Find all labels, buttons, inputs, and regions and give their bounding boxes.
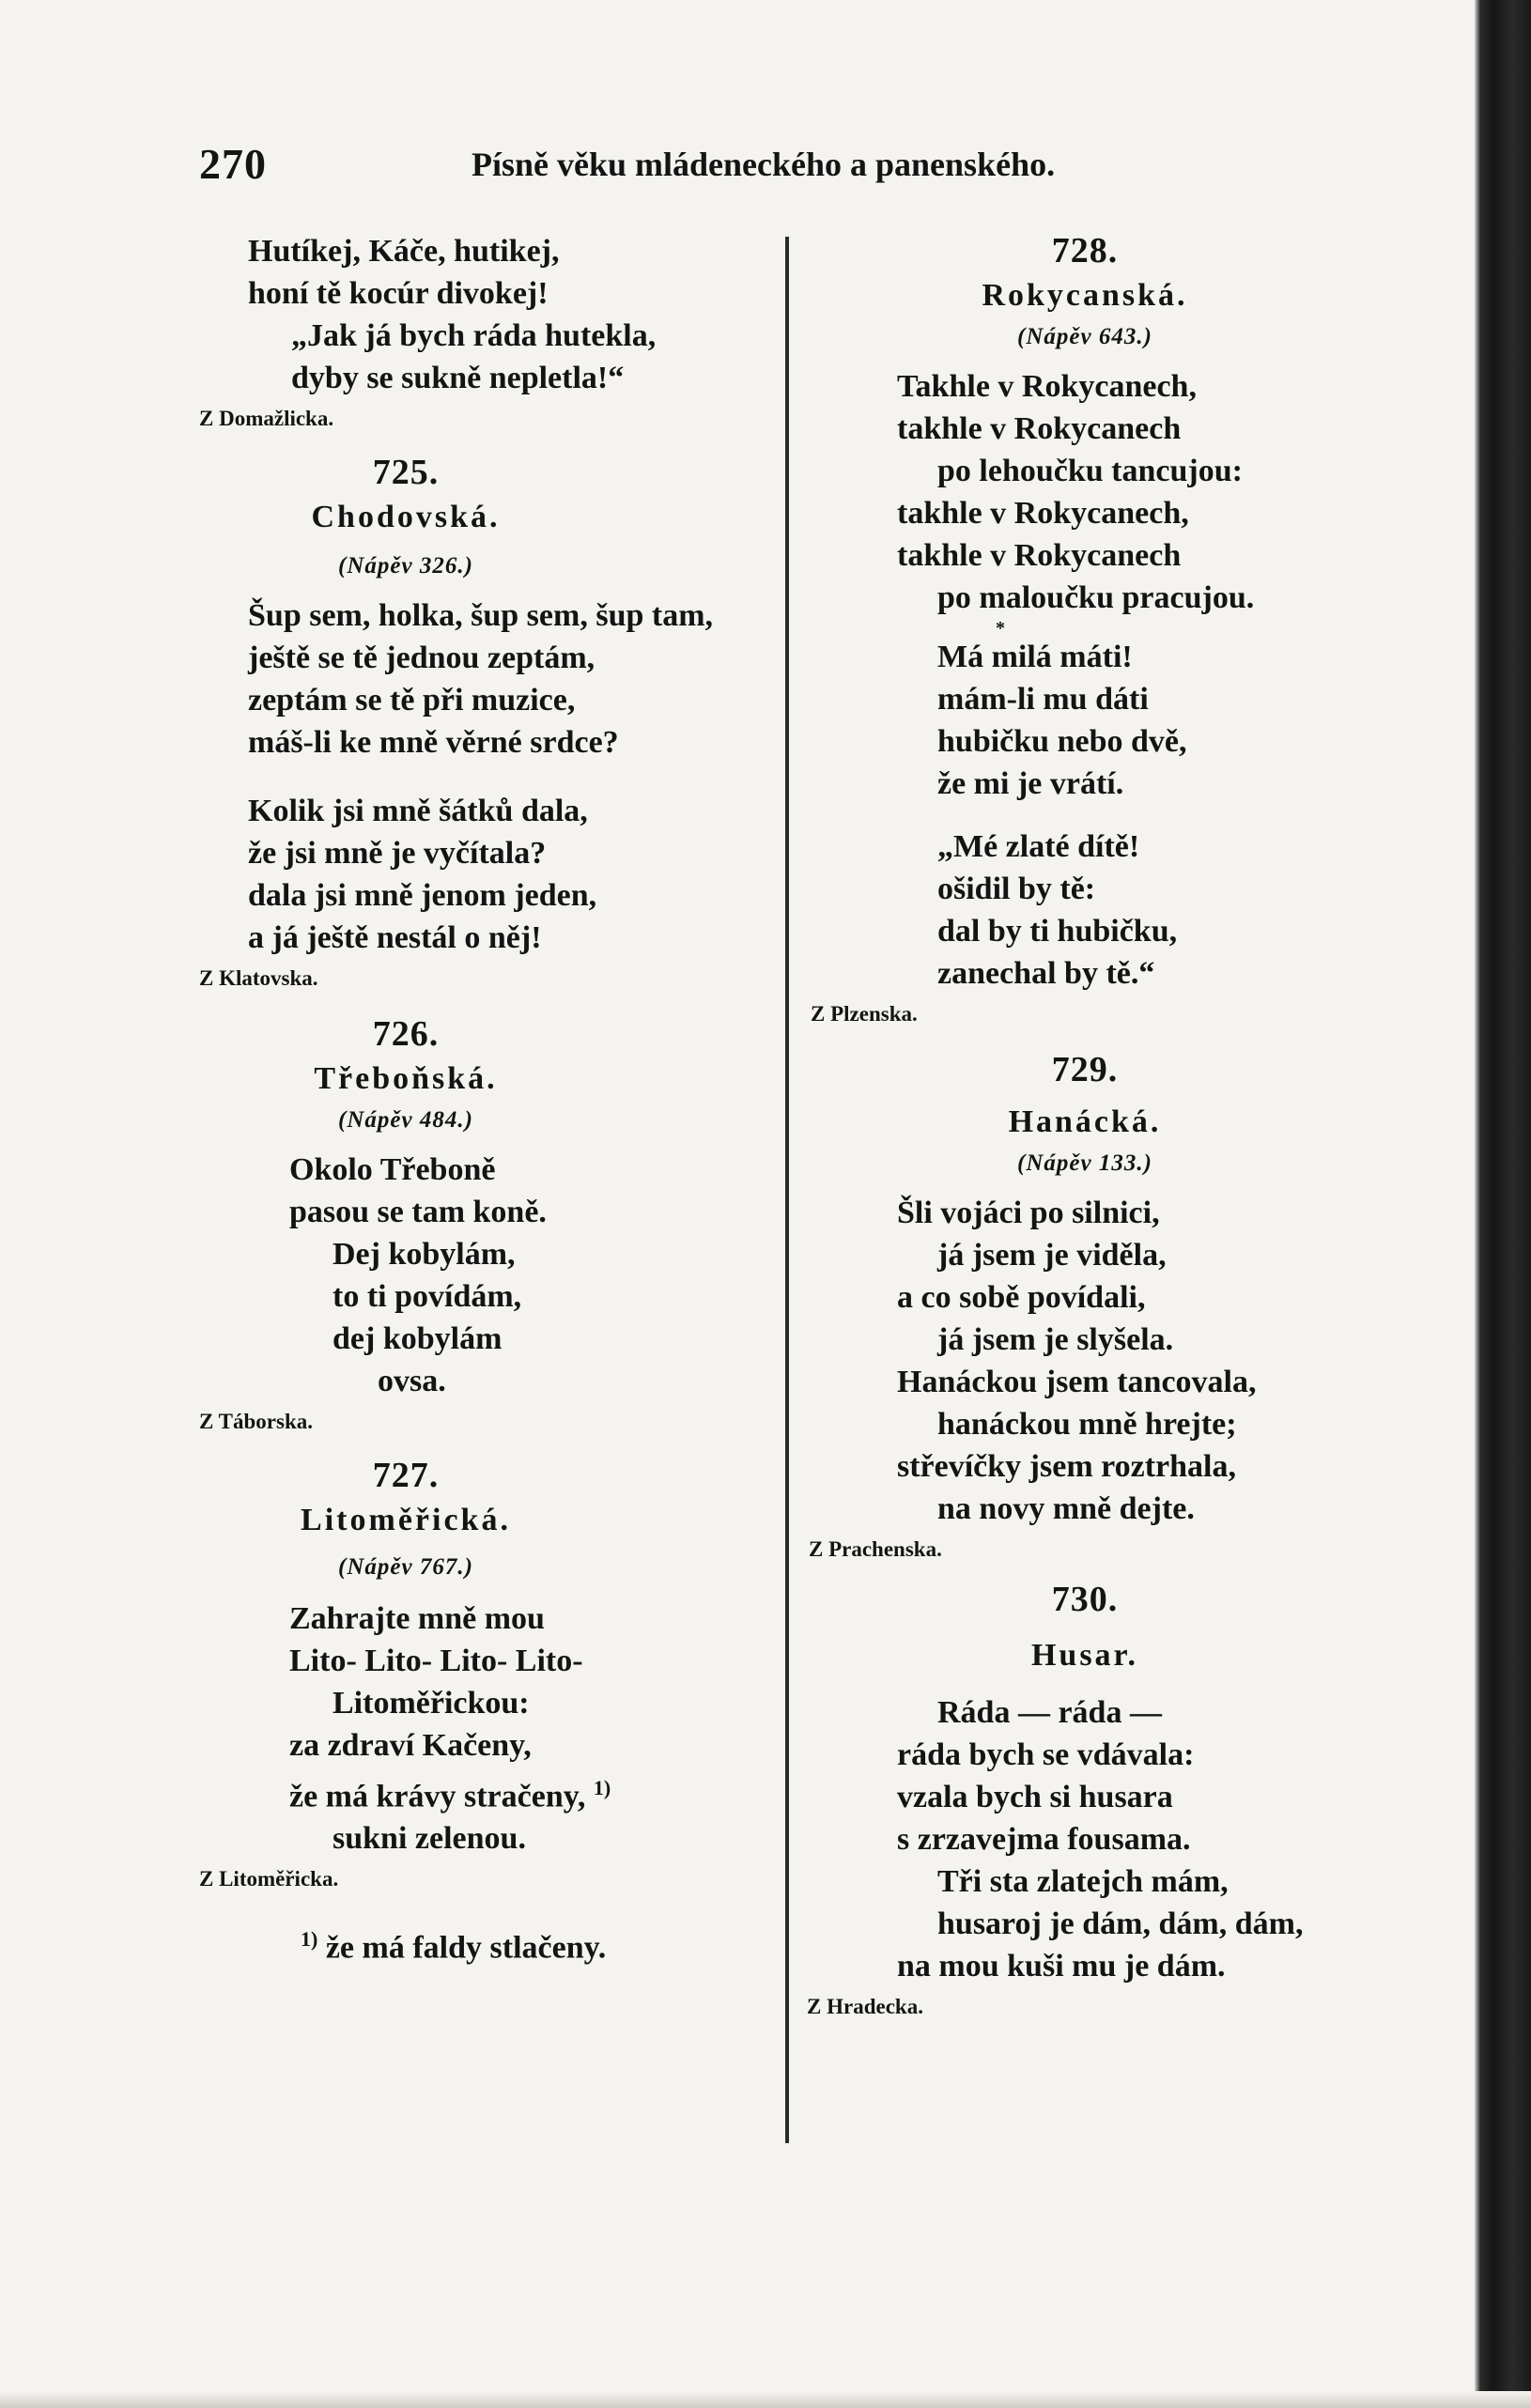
song-730-verse [803,1691,1404,1987]
book-gutter-shadow [1475,0,1531,2408]
verse-line: ještě se tě jednou zeptám, [248,641,595,675]
verse-line: máš-li ke mně věrné srdce? [248,725,619,760]
verse-line: po maloučku pracujou. [937,580,1255,615]
song-source: Z Litoměřicka. [199,1867,339,1891]
verse-line: dyby se sukně nepletla!“ [291,361,625,395]
verse-line: na novy mně dejte. [937,1491,1195,1526]
song-number: 727. [372,1456,440,1495]
verse-line: dej kobylám [332,1321,503,1356]
song-title: Rokycanská. [982,278,1188,313]
verse-line: a co sobě povídali, [897,1280,1146,1315]
verse-line: po lehoučku tancujou: [937,454,1243,488]
melody-reference: (Nápěv 767.) [338,1554,473,1580]
footnote [199,1918,781,1968]
verse-line: Hanáckou jsem tancovala, [897,1365,1257,1399]
verse-line: Okolo Třeboně [289,1152,496,1187]
melody-reference: (Nápěv 326.) [338,553,473,579]
song-title: Třeboňská. [314,1061,498,1096]
song-728-heading [803,228,1367,356]
verse-line: „Mé zlaté dítě! [937,829,1140,864]
verse-line: já jsem je slyšela. [937,1322,1174,1357]
verse-line: pasou se tam koně. [289,1195,547,1229]
verse-line: za zdraví Kačeny, [289,1728,532,1763]
intro-verse [199,230,781,399]
melody-reference: (Nápěv 133.) [1017,1150,1152,1176]
verse-line: Zahrajte mně mou [289,1601,545,1636]
verse-line: Šli vojáci po silnici, [897,1196,1160,1230]
song-source: Z Táborska. [199,1410,314,1433]
verse-line: sukni zelenou. [332,1821,526,1857]
verse-line: Hutíkej, Káče, hutikej, [248,234,560,269]
verse-line: Lito- Lito- Lito- Lito- [289,1644,583,1678]
footnote-mark: 1) [301,1927,318,1952]
verse-line: vzala bych si husara [897,1780,1173,1814]
song-725-stanza-2 [199,790,781,959]
footnote-mark: 1) [593,1776,611,1799]
song-727-verse [199,1598,781,1860]
running-title: Písně věku mládeneckého a panenského. [472,146,1056,183]
verse-line [199,1767,781,1817]
song-number: 728. [1051,231,1119,270]
song-title: Chodovská. [311,500,501,534]
verse-line: zanechal by tě.“ [937,956,1155,991]
right-column [803,230,1404,2021]
song-728-stanza-3 [803,826,1404,995]
verse-line: takhle v Rokycanech, [897,496,1189,531]
song-725-stanza-1 [199,594,781,764]
song-number: 730. [1051,1580,1119,1619]
stanza-separator: * [996,618,1005,639]
melody-reference: (Nápěv 643.) [1017,324,1152,349]
song-number: 725. [372,453,440,492]
song-729-heading [803,1047,1367,1182]
song-source: Z Prachenska. [809,1537,942,1561]
page-number: 270 [199,140,267,188]
verse-line: Takhle v Rokycanech, [897,369,1197,404]
song-727-heading [199,1453,612,1586]
verse-text: že má krávy stračeny, [289,1779,586,1814]
verse-line: na mou kuši mu je dám. [897,1949,1226,1984]
song-number: 726. [372,1014,440,1054]
verse-line: Šup sem, holka, šup sem, šup tam, [248,598,714,633]
verse-line: mám-li mu dáti [937,682,1149,717]
verse-line: Kolik jsi mně šátků dala, [248,794,588,828]
verse-line: ráda bych se vdávala: [897,1737,1195,1772]
song-title: Hanácká. [1008,1104,1162,1139]
verse-line: takhle v Rokycanech [897,538,1182,573]
verse-line: a já ještě nestál o něj! [248,920,542,955]
column-divider [785,237,789,2143]
verse-line: Dej kobylám, [332,1237,516,1272]
song-726-heading [199,1011,612,1139]
verse-line: to ti povídám, [332,1279,522,1314]
page-header [199,139,1138,195]
verse-line: Má milá máti! [937,640,1133,674]
melody-reference: (Nápěv 484.) [338,1107,473,1133]
verse-line: „Jak já bych ráda hutekla, [291,318,657,353]
song-725-heading [199,450,612,585]
song-title: Litoměřická. [301,1503,511,1537]
song-number: 729. [1051,1050,1119,1089]
song-730-heading [803,1577,1367,1678]
verse-line: husaroj je dám, dám, dám, [937,1906,1304,1941]
left-column [199,230,781,1969]
verse-line: já jsem je viděla, [937,1238,1167,1273]
song-title: Husar. [1030,1638,1139,1673]
verse-line: ovsa. [378,1364,446,1398]
verse-line: že mi je vrátí. [937,766,1124,801]
song-726-verse [199,1149,781,1402]
song-source: Z Klatovska. [199,966,318,990]
song-729-verse [803,1192,1404,1530]
verse-line: honí tě kocúr divokej! [248,276,549,311]
verse-line: zeptám se tě při muzice, [248,683,576,718]
verse-line: dal by ti hubičku, [937,914,1178,949]
verse-line: Tři sta zlatejch mám, [937,1864,1229,1899]
song-source: Z Hradecka. [807,1995,923,2018]
verse-line: takhle v Rokycanech [897,411,1182,446]
verse-line: hanáckou mně hrejte; [937,1407,1237,1442]
song-source: Z Plzenska. [811,1002,918,1026]
page-bottom-edge [0,2391,1531,2408]
verse-line: dala jsi mně jenom jeden, [248,878,597,913]
verse-line: Litoměřickou: [332,1686,530,1721]
verse-line: s zrzavejma fousama. [897,1822,1191,1857]
song-728-stanza-1 [803,365,1404,619]
verse-line: hubičku nebo dvě, [937,724,1187,759]
verse-line: Ráda — ráda — [937,1695,1162,1730]
verse-line: že jsi mně je vyčítala? [248,836,547,871]
song-728-stanza-2 [803,636,1404,805]
song-source: Z Domažlicka. [199,407,334,430]
verse-line: ošidil by tě: [937,872,1096,906]
footnote-text: že má faldy stlačeny. [325,1930,607,1966]
verse-line: střevíčky jsem roztrhala, [897,1449,1236,1484]
